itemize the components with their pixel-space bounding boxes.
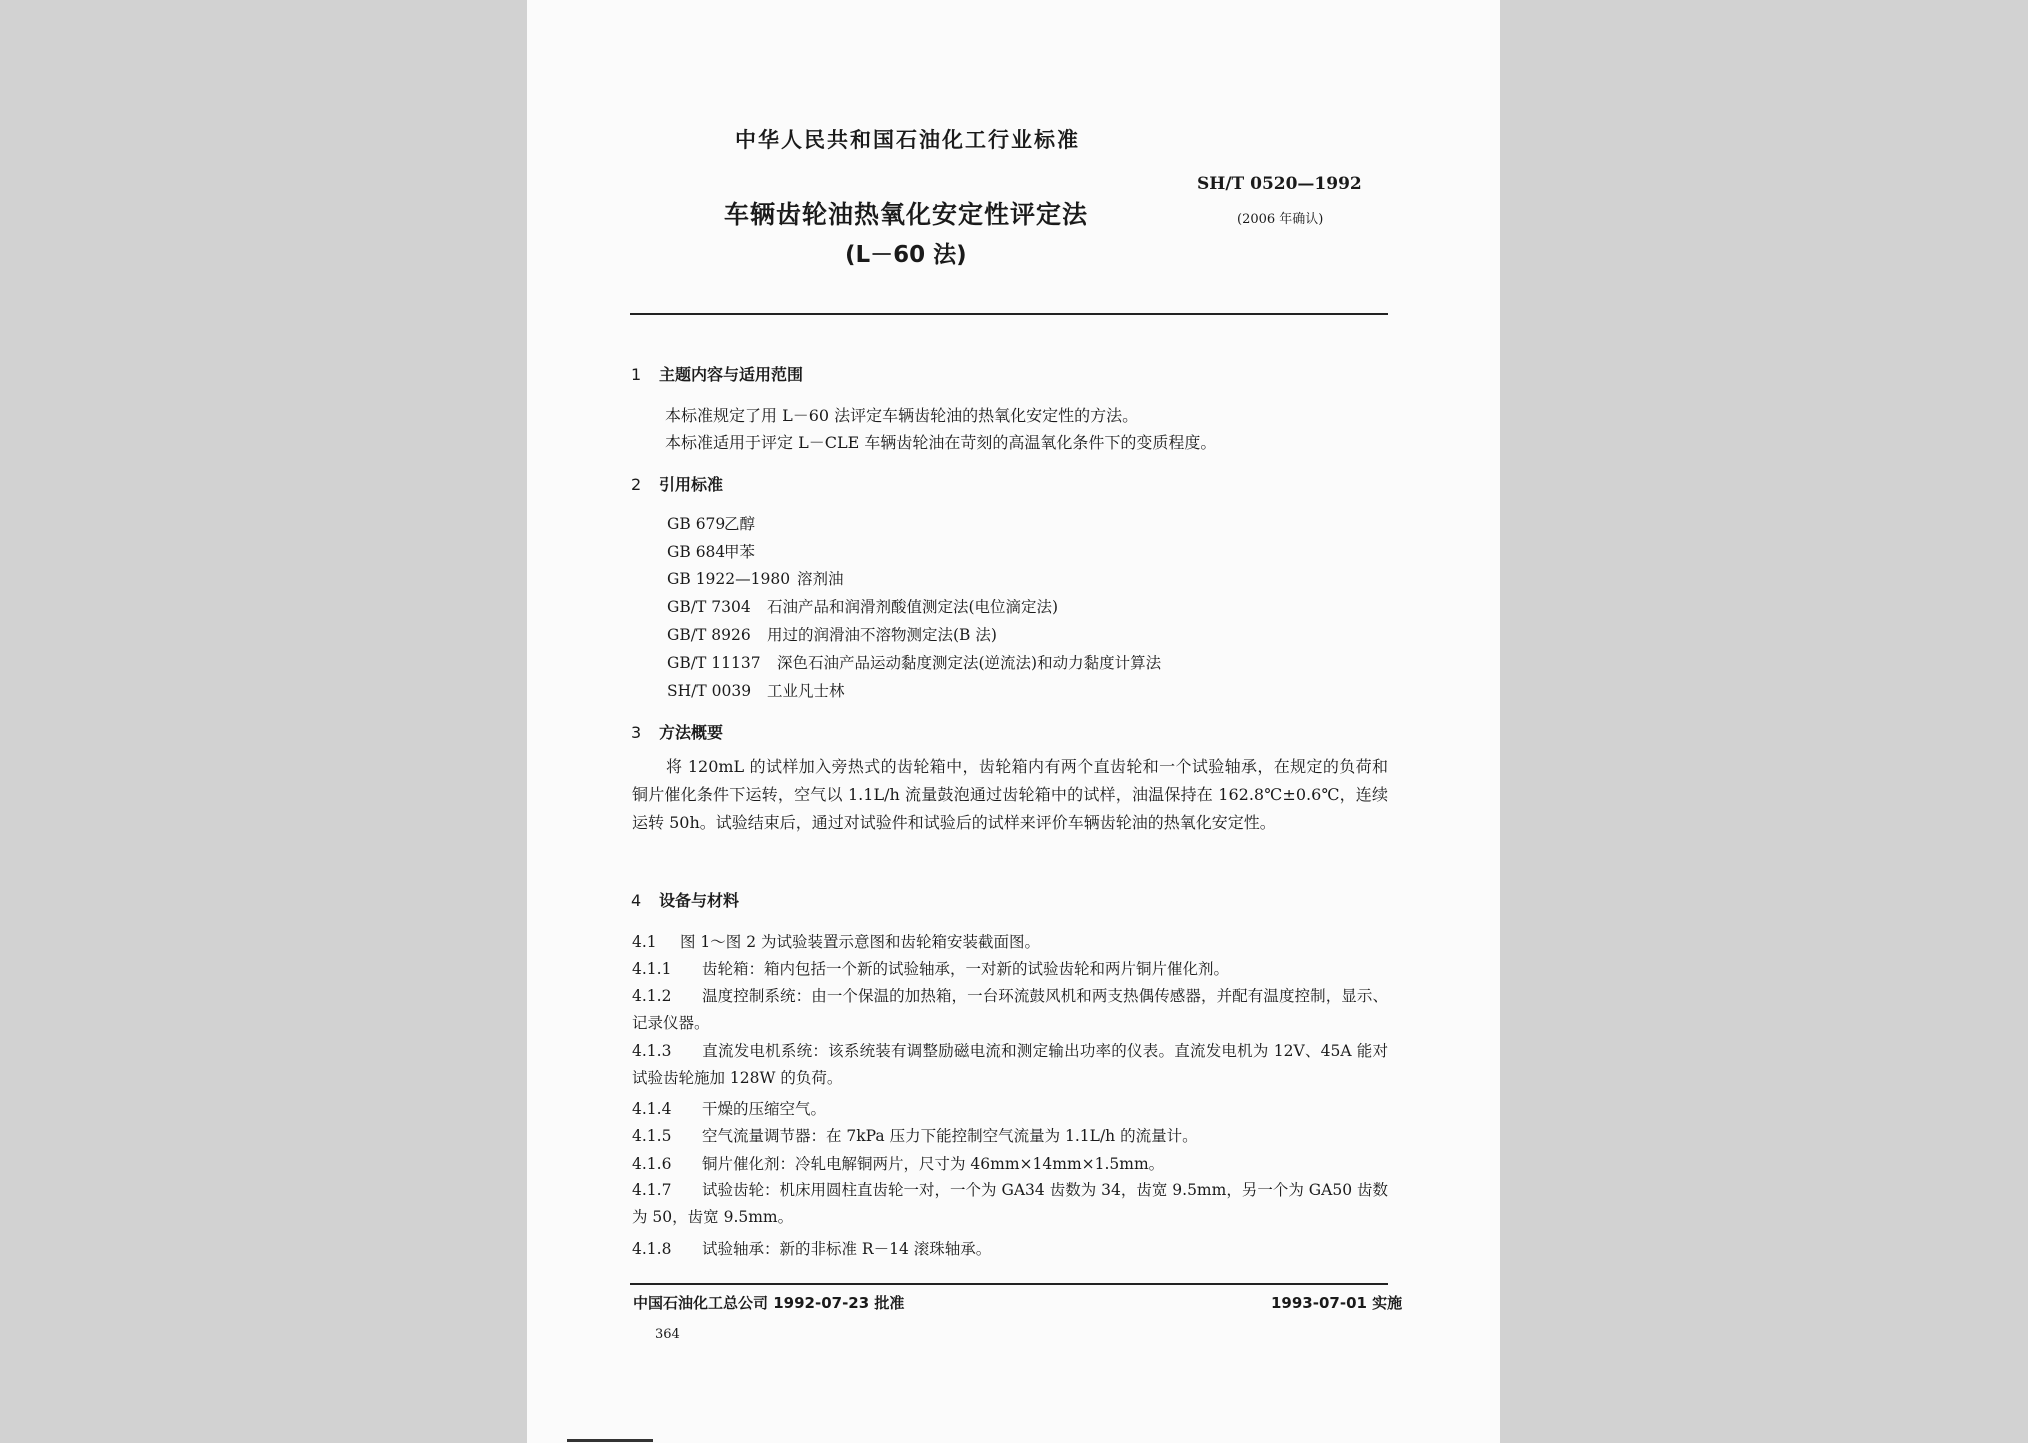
approval-info: 中国石油化工总公司 1992-07-23 批准 bbox=[633, 1294, 905, 1312]
reference-code: GB 684 bbox=[667, 543, 726, 561]
clause-number: 4.1 bbox=[632, 933, 657, 951]
implementation-date: 1993-07-01 实施 bbox=[1271, 1294, 1403, 1312]
section-number: 1 bbox=[631, 365, 642, 384]
clause-number: 4.1.5 bbox=[632, 1127, 672, 1145]
clause-item bbox=[632, 1038, 1388, 1092]
reference-name: 深色石油产品运动黏度测定法(逆流法)和动力黏度计算法 bbox=[777, 654, 1162, 672]
clause-text: 试验齿轮：机床用圆柱直齿轮一对，一个为 GA34 齿数为 34，齿宽 9.5mm，另一个为 GA50 齿数为 50，齿宽 9.5mm。 bbox=[632, 1181, 1388, 1226]
clause-number: 4.1.6 bbox=[632, 1155, 672, 1173]
reference-name: 用过的润滑油不溶物测定法(B 法) bbox=[767, 626, 997, 644]
clause-item bbox=[632, 1152, 1164, 1174]
clause-text: 铜片催化剂：冷轧电解铜两片，尺寸为 46mm×14mm×1.5mm。 bbox=[702, 1155, 1165, 1173]
reference-name: 乙醇 bbox=[724, 515, 756, 533]
paragraph: 本标准规定了用 L－60 法评定车辆齿轮油的热氧化安定性的方法。 bbox=[665, 406, 1139, 425]
reference-code: SH/T 0039 bbox=[667, 682, 752, 700]
clause-text: 温度控制系统：由一个保温的加热箱，一台环流鼓风机和两支热偶传感器，并配有温度控制，显示、记录仪器。 bbox=[632, 987, 1388, 1032]
clause-item bbox=[632, 983, 1388, 1037]
document-subtitle: (L－60 法) bbox=[845, 242, 967, 268]
clause-number: 4.1.7 bbox=[632, 1181, 672, 1199]
clause-text: 直流发电机系统：该系统装有调整励磁电流和测定输出功率的仪表。直流发电机为 12V、45A 能对试验齿轮施加 128W 的负荷。 bbox=[632, 1042, 1388, 1087]
clause-item bbox=[632, 1097, 826, 1119]
section-number: 2 bbox=[631, 475, 642, 494]
clause-text: 齿轮箱：箱内包括一个新的试验轴承，一对新的试验齿轮和两片铜片催化剂。 bbox=[702, 960, 1230, 978]
clause-number: 4.1.8 bbox=[632, 1240, 672, 1258]
reference-code: GB/T 7304 bbox=[667, 598, 751, 616]
reference-name: 溶剂油 bbox=[797, 570, 844, 588]
clause-number: 4.1.1 bbox=[632, 960, 672, 978]
clause-item bbox=[632, 1177, 1388, 1231]
section-title: 方法概要 bbox=[659, 723, 724, 742]
clause-item bbox=[632, 957, 1229, 979]
reference-name: 工业凡士林 bbox=[767, 682, 845, 700]
section-number: 4 bbox=[631, 891, 642, 910]
page-number: 364 bbox=[655, 1327, 680, 1342]
section-3-heading bbox=[631, 720, 723, 743]
reference-item bbox=[667, 567, 844, 589]
reference-item bbox=[667, 512, 755, 534]
reference-item bbox=[667, 540, 755, 562]
footer-divider bbox=[630, 1283, 1388, 1285]
clause-text: 图 1～图 2 为试验装置示意图和齿轮箱安装截面图。 bbox=[680, 933, 1041, 951]
scan-artifact-line bbox=[567, 1439, 653, 1442]
clause-text: 干燥的压缩空气。 bbox=[702, 1100, 827, 1118]
reference-code: GB/T 11137 bbox=[667, 654, 761, 672]
issuing-organization: 中华人民共和国石油化工行业标准 bbox=[735, 128, 1080, 152]
section-1-heading bbox=[631, 362, 803, 385]
standard-code: SH/T 0520—1992 bbox=[1197, 174, 1362, 194]
reference-code: GB 1922—1980 bbox=[667, 570, 791, 588]
section-title: 主题内容与适用范围 bbox=[659, 365, 804, 384]
confirmation-note: (2006 年确认) bbox=[1237, 212, 1324, 227]
reference-item bbox=[667, 679, 845, 701]
reference-name: 石油产品和润滑剂酸值测定法(电位滴定法) bbox=[767, 598, 1059, 616]
reference-item bbox=[667, 623, 997, 645]
section-title: 设备与材料 bbox=[659, 891, 740, 910]
reference-code: GB/T 8926 bbox=[667, 626, 751, 644]
clause-number: 4.1.3 bbox=[632, 1042, 672, 1060]
clause-number: 4.1.2 bbox=[632, 987, 672, 1005]
clause-text: 试验轴承：新的非标准 R－14 滚珠轴承。 bbox=[702, 1240, 992, 1258]
reference-code: GB 679 bbox=[667, 515, 726, 533]
clause-number: 4.1.4 bbox=[632, 1100, 672, 1118]
reference-item bbox=[667, 595, 1058, 617]
document-title: 车辆齿轮油热氧化安定性评定法 bbox=[724, 200, 1089, 229]
paragraph: 本标准适用于评定 L－CLE 车辆齿轮油在苛刻的高温氧化条件下的变质程度。 bbox=[665, 433, 1217, 452]
section-4-heading bbox=[631, 888, 739, 911]
header-divider bbox=[630, 313, 1388, 315]
section-number: 3 bbox=[631, 723, 642, 742]
section-title: 引用标准 bbox=[659, 475, 724, 494]
reference-name: 甲苯 bbox=[724, 543, 756, 561]
document-page bbox=[527, 0, 1500, 1443]
clause-text: 空气流量调节器：在 7kPa 压力下能控制空气流量为 1.1L/h 的流量计。 bbox=[702, 1127, 1198, 1145]
clause-item bbox=[632, 930, 1040, 952]
reference-item bbox=[667, 651, 1161, 673]
method-summary-paragraph: 将 120mL 的试样加入旁热式的齿轮箱中，齿轮箱内有两个直齿轮和一个试验轴承，在规定的负荷和铜片催化条件下运转，空气以 1.1L/h 流量鼓泡通过齿轮箱中的试样，油温保持在 162.8℃±0.6℃，连续运转 50h。试验结束后，通过对试验件和试验后的试样来评价车辆齿轮油的热氧化安定性。 bbox=[632, 757, 1388, 832]
clause-item bbox=[632, 1124, 1198, 1146]
section-2-heading bbox=[631, 472, 723, 495]
clause-item bbox=[632, 1237, 991, 1259]
